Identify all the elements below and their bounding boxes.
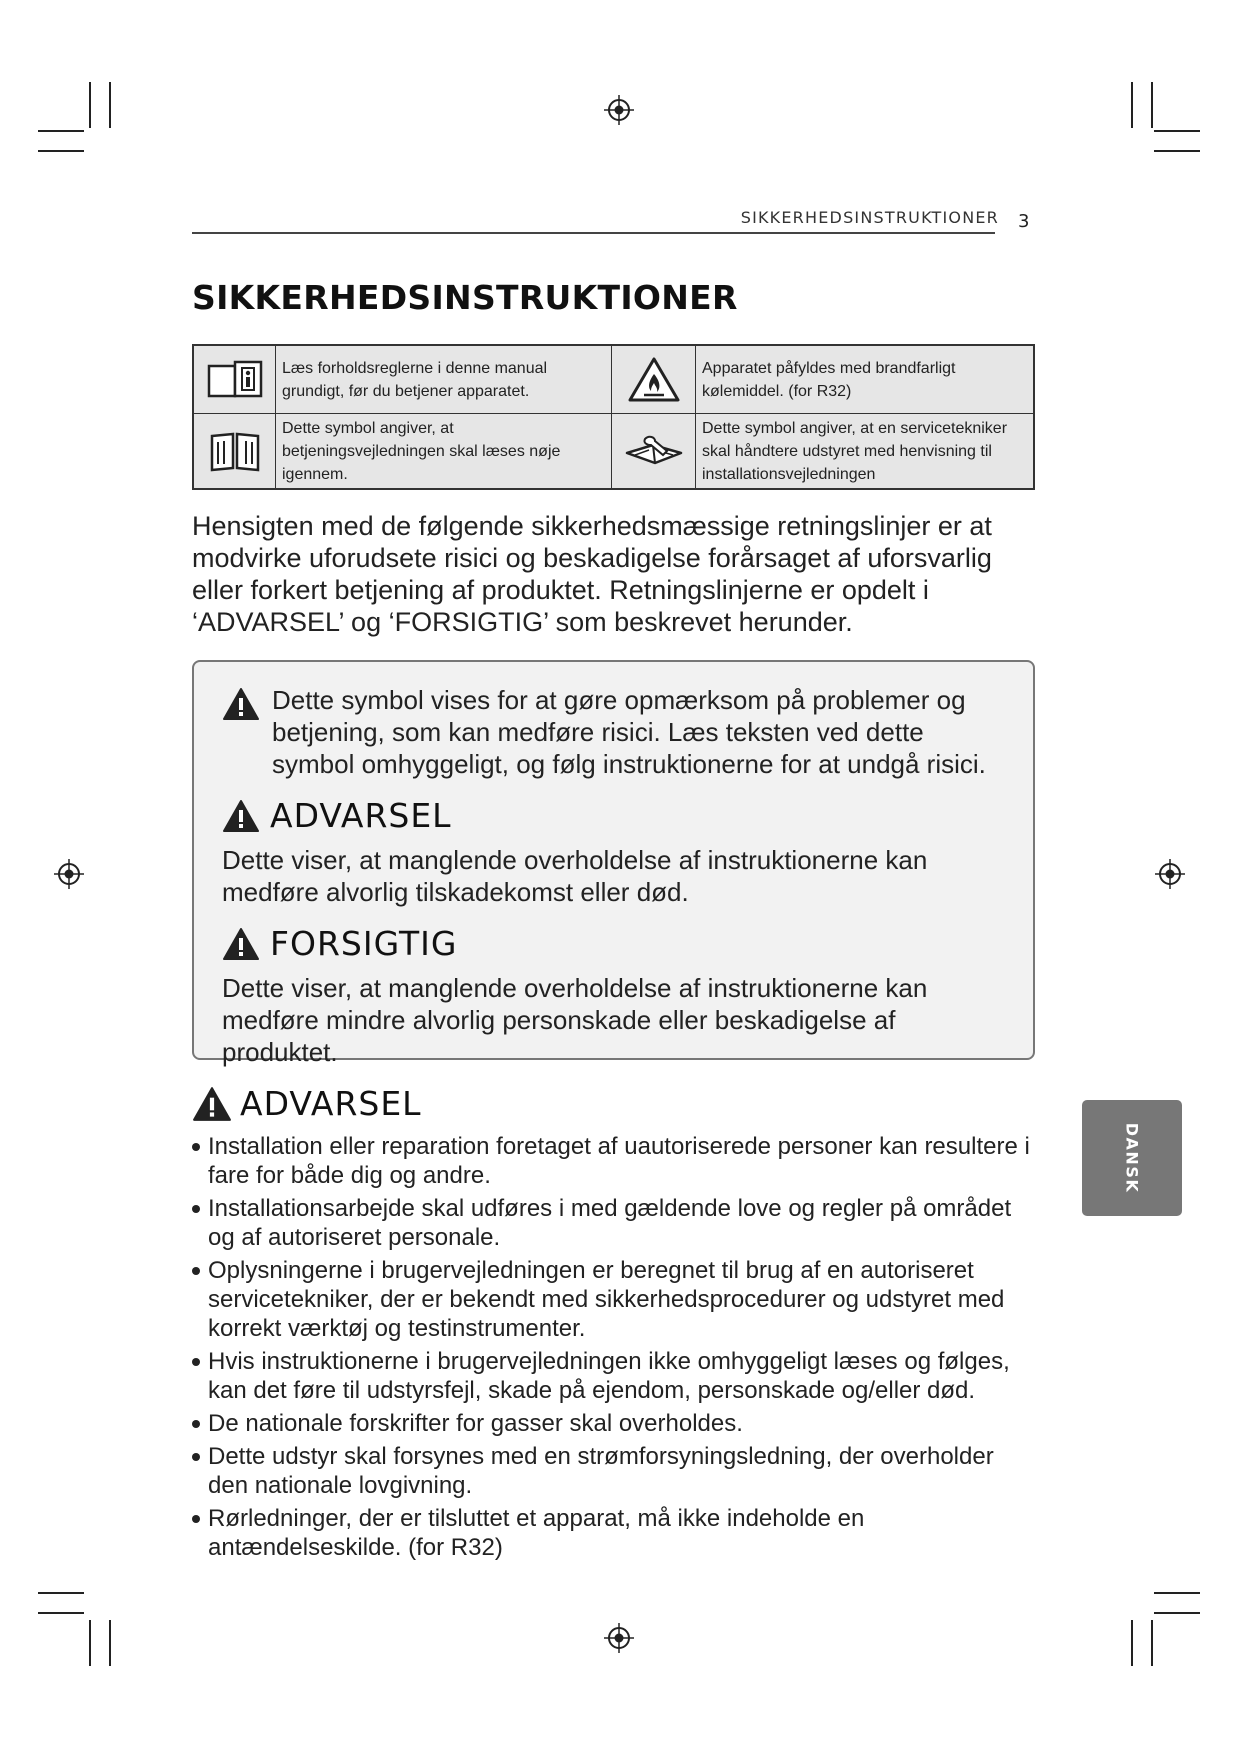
warning-label-text: ADVARSEL xyxy=(270,796,452,835)
symbol-cell xyxy=(612,346,696,414)
symbol-description: Dette symbol angiver, at betjeningsvejledningen skal læses nøje igennem. xyxy=(282,419,561,483)
warning-triangle-icon xyxy=(192,1086,232,1122)
symbol-cell xyxy=(612,414,696,488)
registration-mark-icon xyxy=(604,95,634,125)
flammable-warning-icon xyxy=(627,356,681,404)
list-item: Hvis instruktionerne i brugervejledningen ikke omhyggeligt læses og følges, kan det føre til udstyrsfejl, skade på ejendom, personskade og/eller død. xyxy=(192,1347,1032,1405)
warning-section-title: ADVARSEL xyxy=(240,1084,422,1123)
caution-label-text: FORSIGTIG xyxy=(270,924,458,963)
caution-label xyxy=(222,924,457,963)
warning-label xyxy=(222,796,452,835)
registration-mark-icon xyxy=(1155,859,1185,889)
symbol-explanation-text: Dette symbol vises for at gøre opmærksom på problemer og betjening, som kan medføre risici. Læs teksten ved dette symbol omhyggeligt, og følg instruktionerne for at undgå risici. xyxy=(272,685,986,779)
list-item: Installationsarbejde skal udføres i med gældende love og regler på området og af autoriseret personale. xyxy=(192,1194,1032,1252)
intro-paragraph: Hensigten med de følgende sikkerhedsmæssige retningslinjer er at modvirke uforudsete risici og beskadigelse forårsaget af uforsvarlig eller forkert betjening af produktet. Retningslinjerne er opdelt i ‘ADVARSEL’ og ‘FORSIGTIG’ som beskrevet herunder. xyxy=(192,511,992,637)
symbol-desc-cell xyxy=(696,346,1033,414)
warning-triangle-icon xyxy=(222,799,260,833)
running-header-title: SIKKERHEDSINSTRUKTIONER xyxy=(740,208,999,227)
symbol-description: Læs forholdsreglerne i denne manual grundigt, før du betjener apparatet. xyxy=(282,359,548,400)
header-divider xyxy=(192,232,995,234)
symbol-explanation xyxy=(222,684,992,780)
list-item: Oplysningerne i brugervejledningen er beregnet til brug af en autoriseret servicetekniker, der er bekendt med sikkerhedsprocedurer og udstyret med korrekt værktøj og testinstrumenter. xyxy=(192,1256,1032,1343)
symbols-table xyxy=(192,344,1035,490)
symbol-description: Apparatet påfyldes med brandfarligt kølemiddel. (for R32) xyxy=(702,359,956,400)
symbol-desc-cell xyxy=(276,346,612,414)
symbol-description: Dette symbol angiver, at en servicetekniker skal håndtere udstyret med henvisning til installationsvejledningen xyxy=(702,419,1008,483)
symbol-cell xyxy=(194,346,276,414)
page-title: SIKKERHEDSINSTRUKTIONER xyxy=(192,278,738,317)
symbol-desc-cell xyxy=(276,414,612,488)
caution-description: Dette viser, at manglende overholdelse af instruktionerne kan medføre mindre alvorlig personskade eller beskadigelse af produktet. xyxy=(222,973,928,1067)
warning-description: Dette viser, at manglende overholdelse af instruktionerne kan medføre alvorlig tilskadekomst eller død. xyxy=(222,845,928,907)
list-item: De nationale forskrifter for gasser skal overholdes. xyxy=(192,1409,1032,1438)
symbol-cell xyxy=(194,414,276,488)
page-number: 3 xyxy=(1018,211,1030,232)
list-item: Dette udstyr skal forsynes med en strømforsyningsledning, der overholder den nationale lovgivning. xyxy=(192,1442,1032,1500)
open-book-icon xyxy=(208,428,262,474)
registration-mark-icon xyxy=(604,1623,634,1653)
info-manual-icon xyxy=(205,358,265,402)
service-manual-icon xyxy=(623,433,685,469)
symbol-desc-cell xyxy=(696,414,1033,488)
warning-triangle-icon xyxy=(222,687,260,721)
registration-mark-icon xyxy=(54,859,84,889)
language-tab-label: DANSK xyxy=(1122,1122,1142,1194)
language-tab xyxy=(1082,1100,1182,1216)
warning-triangle-icon xyxy=(222,927,260,961)
warning-list xyxy=(192,1132,1032,1566)
warning-section-heading xyxy=(192,1084,422,1123)
list-item: Installation eller reparation foretaget af uautoriserede personer kan resultere i fare for både dig og andre. xyxy=(192,1132,1032,1190)
list-item: Rørledninger, der er tilsluttet et apparat, må ikke indeholde en antændelseskilde. (for R32) xyxy=(192,1504,1032,1562)
signal-words-box xyxy=(192,660,1035,1067)
